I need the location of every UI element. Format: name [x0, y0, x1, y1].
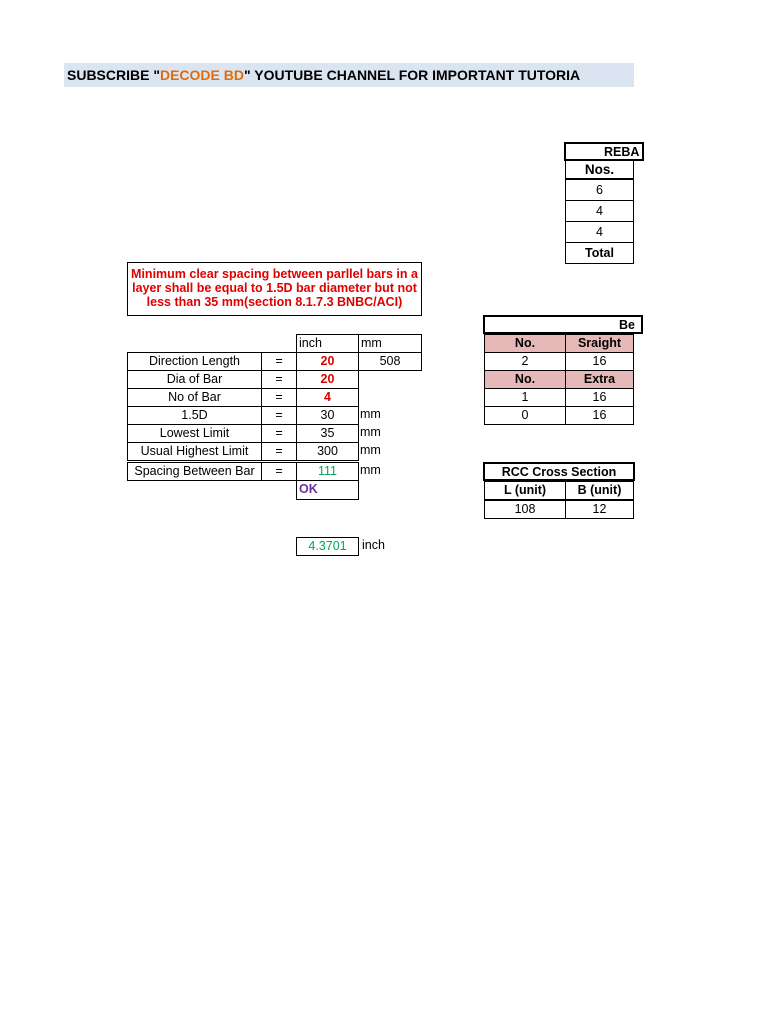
label-lowest-limit: Lowest Limit — [127, 424, 262, 443]
eq-sign: = — [261, 424, 297, 443]
label-spacing-between-bar: Spacing Between Bar — [127, 462, 262, 481]
rebar-value: 4 — [565, 221, 634, 243]
eq-sign: = — [261, 462, 297, 481]
value-direction-length[interactable]: 20 — [296, 352, 359, 371]
rebar-value: 6 — [565, 179, 634, 201]
result-unit: inch — [362, 538, 385, 552]
bent-extra-no-2: 0 — [484, 406, 566, 425]
bent-title: Be — [483, 315, 643, 334]
label-1-5d: 1.5D — [127, 406, 262, 425]
spacing-note: Minimum clear spacing between parllel bars in a layer shall be equal to 1.5D bar diameter but not less than 35 mm(section 8.1.7.3 BNBC/ACI) — [127, 262, 422, 316]
title-banner — [64, 63, 634, 87]
value-direction-length-mm: 508 — [358, 352, 422, 371]
bent-extra-dia-2: 16 — [565, 406, 634, 425]
rcc-header-l: L (unit) — [484, 481, 566, 500]
rcc-header-b: B (unit) — [565, 481, 634, 500]
bent-extra-no: 1 — [484, 388, 566, 407]
rebar-total-label: Total — [565, 242, 634, 264]
bent-straight-no: 2 — [484, 352, 566, 371]
value-usual-highest-limit: 300 — [296, 442, 359, 461]
rcc-value-b: 12 — [565, 500, 634, 519]
result-value: 4.3701 — [296, 537, 359, 556]
bent-extra-dia: 16 — [565, 388, 634, 407]
unit-mm-header: mm — [358, 334, 422, 353]
bent-straight-dia: 16 — [565, 352, 634, 371]
bent-header-extra: Extra — [565, 370, 634, 389]
rcc-value-l: 108 — [484, 500, 566, 519]
value-no-of-bar[interactable]: 4 — [296, 388, 359, 407]
unit-1-5d: mm — [360, 407, 381, 421]
unit-spacing-between-bar: mm — [360, 463, 381, 477]
rebar-header-nos: Nos. — [565, 160, 634, 179]
rebar-value: 4 — [565, 200, 634, 222]
banner-suffix: " YOUTUBE CHANNEL FOR IMPORTANT TUTORIA — [244, 67, 581, 83]
value-dia-of-bar[interactable]: 20 — [296, 370, 359, 389]
value-1-5d: 30 — [296, 406, 359, 425]
bent-header-no: No. — [484, 334, 566, 353]
unit-inch-header: inch — [296, 334, 359, 353]
bent-header-straight: Sraight — [565, 334, 634, 353]
status-ok: OK — [296, 481, 359, 500]
label-no-of-bar: No of Bar — [127, 388, 262, 407]
label-direction-length: Direction Length — [127, 352, 262, 371]
eq-sign: = — [261, 388, 297, 407]
value-lowest-limit: 35 — [296, 424, 359, 443]
unit-lowest-limit: mm — [360, 425, 381, 439]
rcc-title: RCC Cross Section — [483, 462, 635, 481]
value-spacing-between-bar: 111 — [296, 462, 359, 481]
eq-sign: = — [261, 442, 297, 461]
label-usual-highest-limit: Usual Highest Limit — [127, 442, 262, 461]
unit-usual-highest-limit: mm — [360, 443, 381, 457]
rebar-title: REBA — [564, 142, 644, 161]
label-dia-of-bar: Dia of Bar — [127, 370, 262, 389]
banner-prefix: SUBSCRIBE " — [67, 67, 160, 83]
eq-sign: = — [261, 370, 297, 389]
bent-header-no-2: No. — [484, 370, 566, 389]
banner-highlight: DECODE BD — [159, 67, 244, 83]
eq-sign: = — [261, 406, 297, 425]
eq-sign: = — [261, 352, 297, 371]
